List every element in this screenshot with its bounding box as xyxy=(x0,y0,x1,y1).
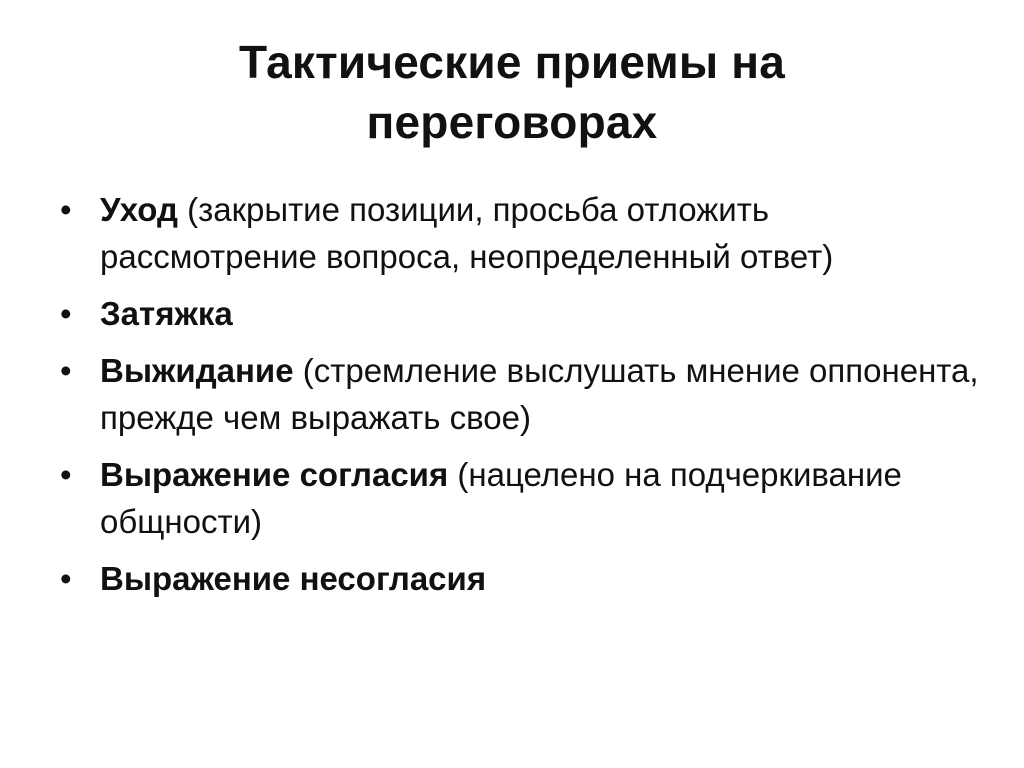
bullet-description: (закрытие позиции, просьба отложить рассмотрение вопроса, неопределенный ответ) xyxy=(100,191,834,275)
bullet-term: Затяжка xyxy=(100,295,233,332)
bullet-item-vyrazhenie-nesoglasiya xyxy=(58,555,988,602)
slide-title-line-2: переговорах xyxy=(366,96,658,148)
bullet-term: Уход xyxy=(100,191,178,228)
bullet-term: Выражение несогласия xyxy=(100,560,487,597)
bullet-marker: • xyxy=(60,560,72,597)
bullet-item-vyrazhenie-soglasiya xyxy=(58,451,988,545)
slide-title-line-1: Тактические приемы на xyxy=(238,36,786,88)
bullet-item-ukhod xyxy=(58,186,988,280)
bullet-marker: • xyxy=(60,352,72,389)
bullet-marker: • xyxy=(60,456,72,493)
bullet-item-vyzhidanie xyxy=(58,347,988,441)
bullet-item-zatyazhka xyxy=(58,290,988,337)
bullet-term: Выражение согласия xyxy=(100,456,449,493)
bullet-list xyxy=(58,186,988,612)
bullet-marker: • xyxy=(60,191,72,228)
bullet-description: (нацелено на подчеркивание общности) xyxy=(100,456,902,540)
bullet-description: (стремление выслушать мнение оппонента, прежде чем выражать свое) xyxy=(100,352,979,436)
slide-title xyxy=(60,32,964,152)
bullet-marker: • xyxy=(60,295,72,332)
bullet-term: Выжидание xyxy=(100,352,294,389)
